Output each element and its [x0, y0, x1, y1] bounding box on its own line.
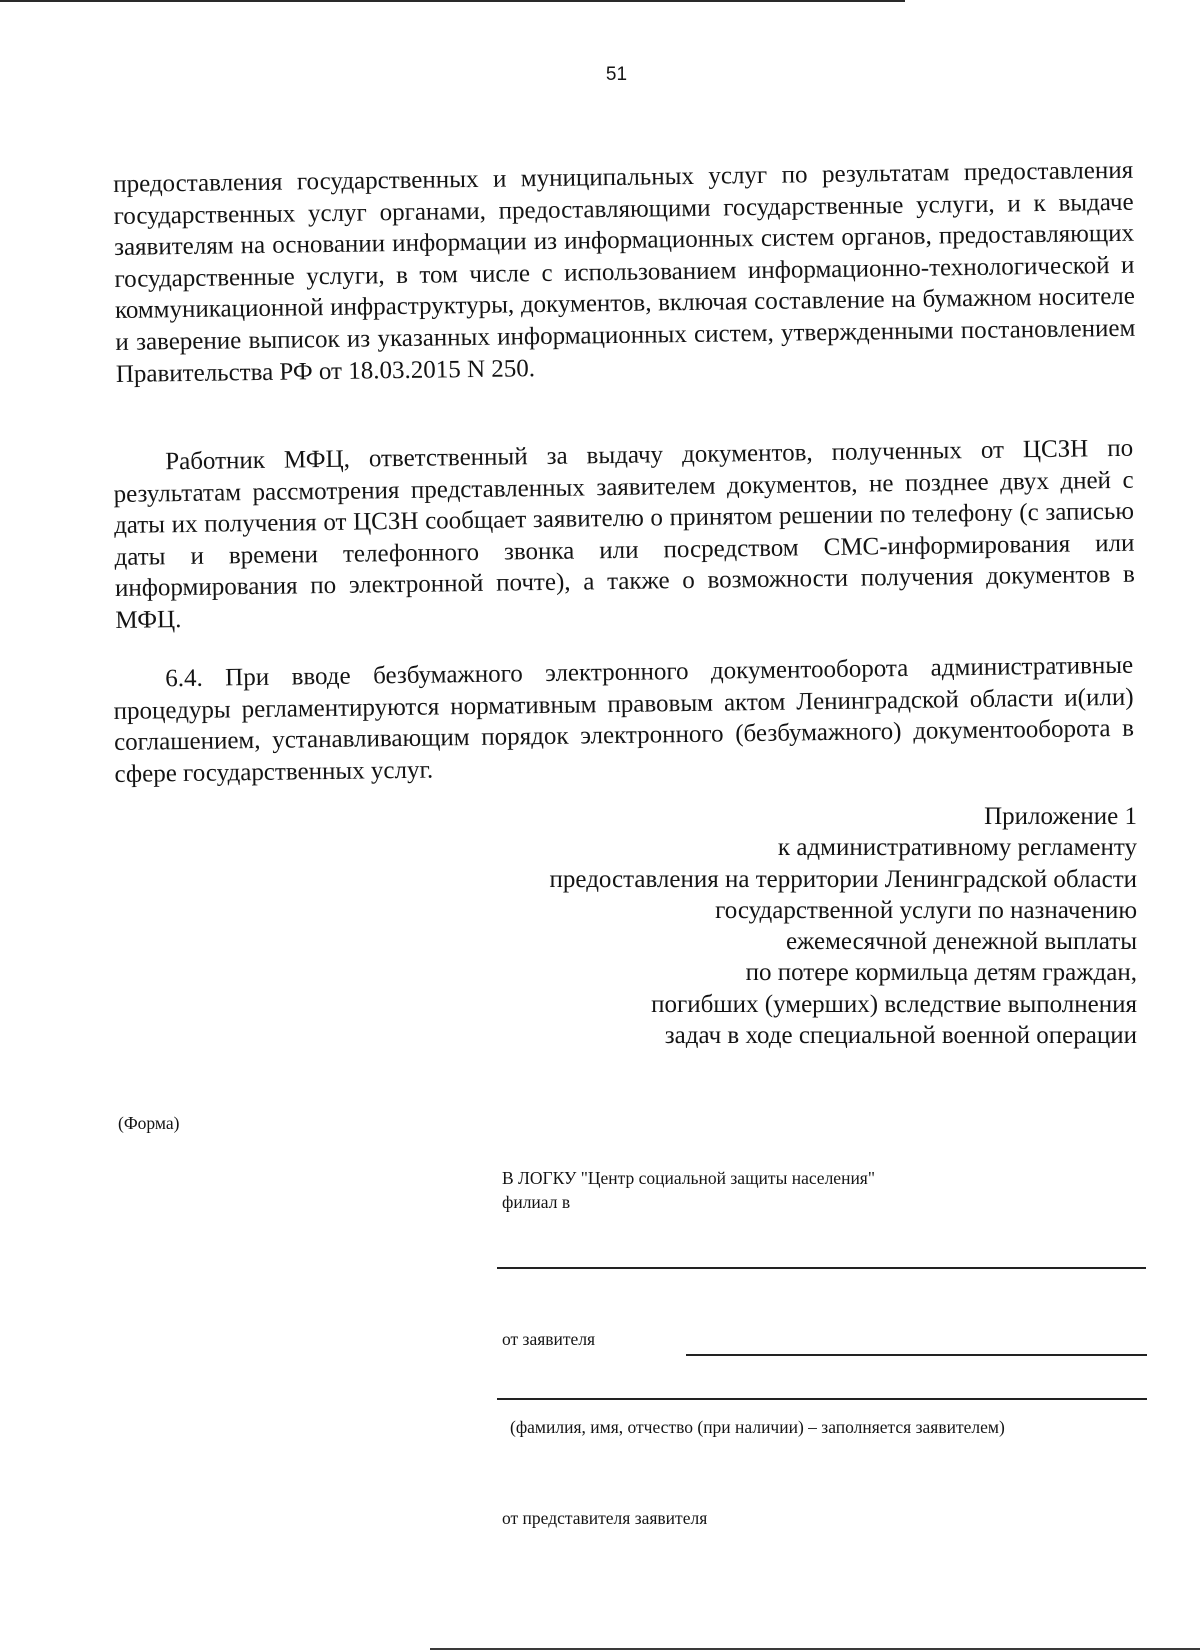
scan-edge-bottom — [430, 1648, 1200, 1650]
appendix-line: предоставления на территории Ленинградской области — [549, 865, 1137, 893]
appendix-line: к административному регламенту — [777, 834, 1137, 862]
appendix-line: погибших (умерших) вследствие выполнения — [651, 990, 1137, 1018]
page-number: 51 — [605, 64, 628, 85]
appendix-line: по потере кормильца детям граждан, — [745, 959, 1137, 987]
from-applicant-label: от заявителя — [502, 1329, 596, 1349]
scan-edge-top — [0, 0, 905, 2]
branch-fill-line[interactable] — [497, 1267, 1146, 1269]
appendix-line: государственной услуги по назначению — [715, 896, 1137, 924]
appendix-line: ежемесячной денежной выплаты — [785, 928, 1137, 956]
appendix-heading — [440, 801, 1137, 1051]
form-label: (Форма) — [118, 1113, 180, 1133]
paragraph-6-4: 6.4. При вводе безбумажного электронного документооборота административные процедуры регламентируются нормативным правовым актом Ленинградской области и(или) соглашением, устанавливающим порядок электронного (безбумажного) документооборота в сфере государственных услуг. — [113, 651, 1135, 788]
applicant-fill-line[interactable] — [686, 1354, 1147, 1356]
fio-note: (фамилия, имя, отчество (при наличии) – заполняется заявителем) — [510, 1417, 1005, 1437]
paragraph-services-continuation: предоставления государственных и муниципальных услуг по результатам предоставления государственных услуг органами, предоставляющими государственные услуги, и к выдаче заявителям на основании информации из информационных систем органов, предоставляющих государственные услуги, в том числе с использованием информационно-технологической и коммуникационной инфраструктуры, документов, включая составление на бумажном носителе и заверение выписок из указанных информационных систем, утвержденными постановлением Правительства РФ от 18.03.2015 N 250. — [113, 156, 1136, 388]
body-text-block-2 — [113, 433, 1136, 637]
body-text-block-3 — [113, 650, 1135, 791]
addressee-line-1: В ЛОГКУ "Центр социальной защиты населения" — [502, 1168, 876, 1188]
paragraph-mfc-worker: Работник МФЦ, ответственный за выдачу документов, полученных от ЦСЗН по результатам рассмотрения представленных заявителем документов, не позднее двух дней с даты их получения от ЦСЗН сообщает заявителю о принятом решении по телефону (с записью даты и времени телефонного звонка или посредством СМС-информирования или информирования по электронной почте), а также о возможности получения документов в МФЦ. — [113, 434, 1136, 634]
applicant-fill-line-2[interactable] — [497, 1398, 1147, 1400]
from-representative-label: от представителя заявителя — [502, 1508, 708, 1528]
body-text-block-1 — [113, 155, 1136, 390]
addressee-line-2: филиал в — [502, 1192, 571, 1212]
appendix-line: Приложение 1 — [984, 803, 1137, 830]
appendix-line: задач в ходе специальной военной операции — [664, 1022, 1137, 1050]
